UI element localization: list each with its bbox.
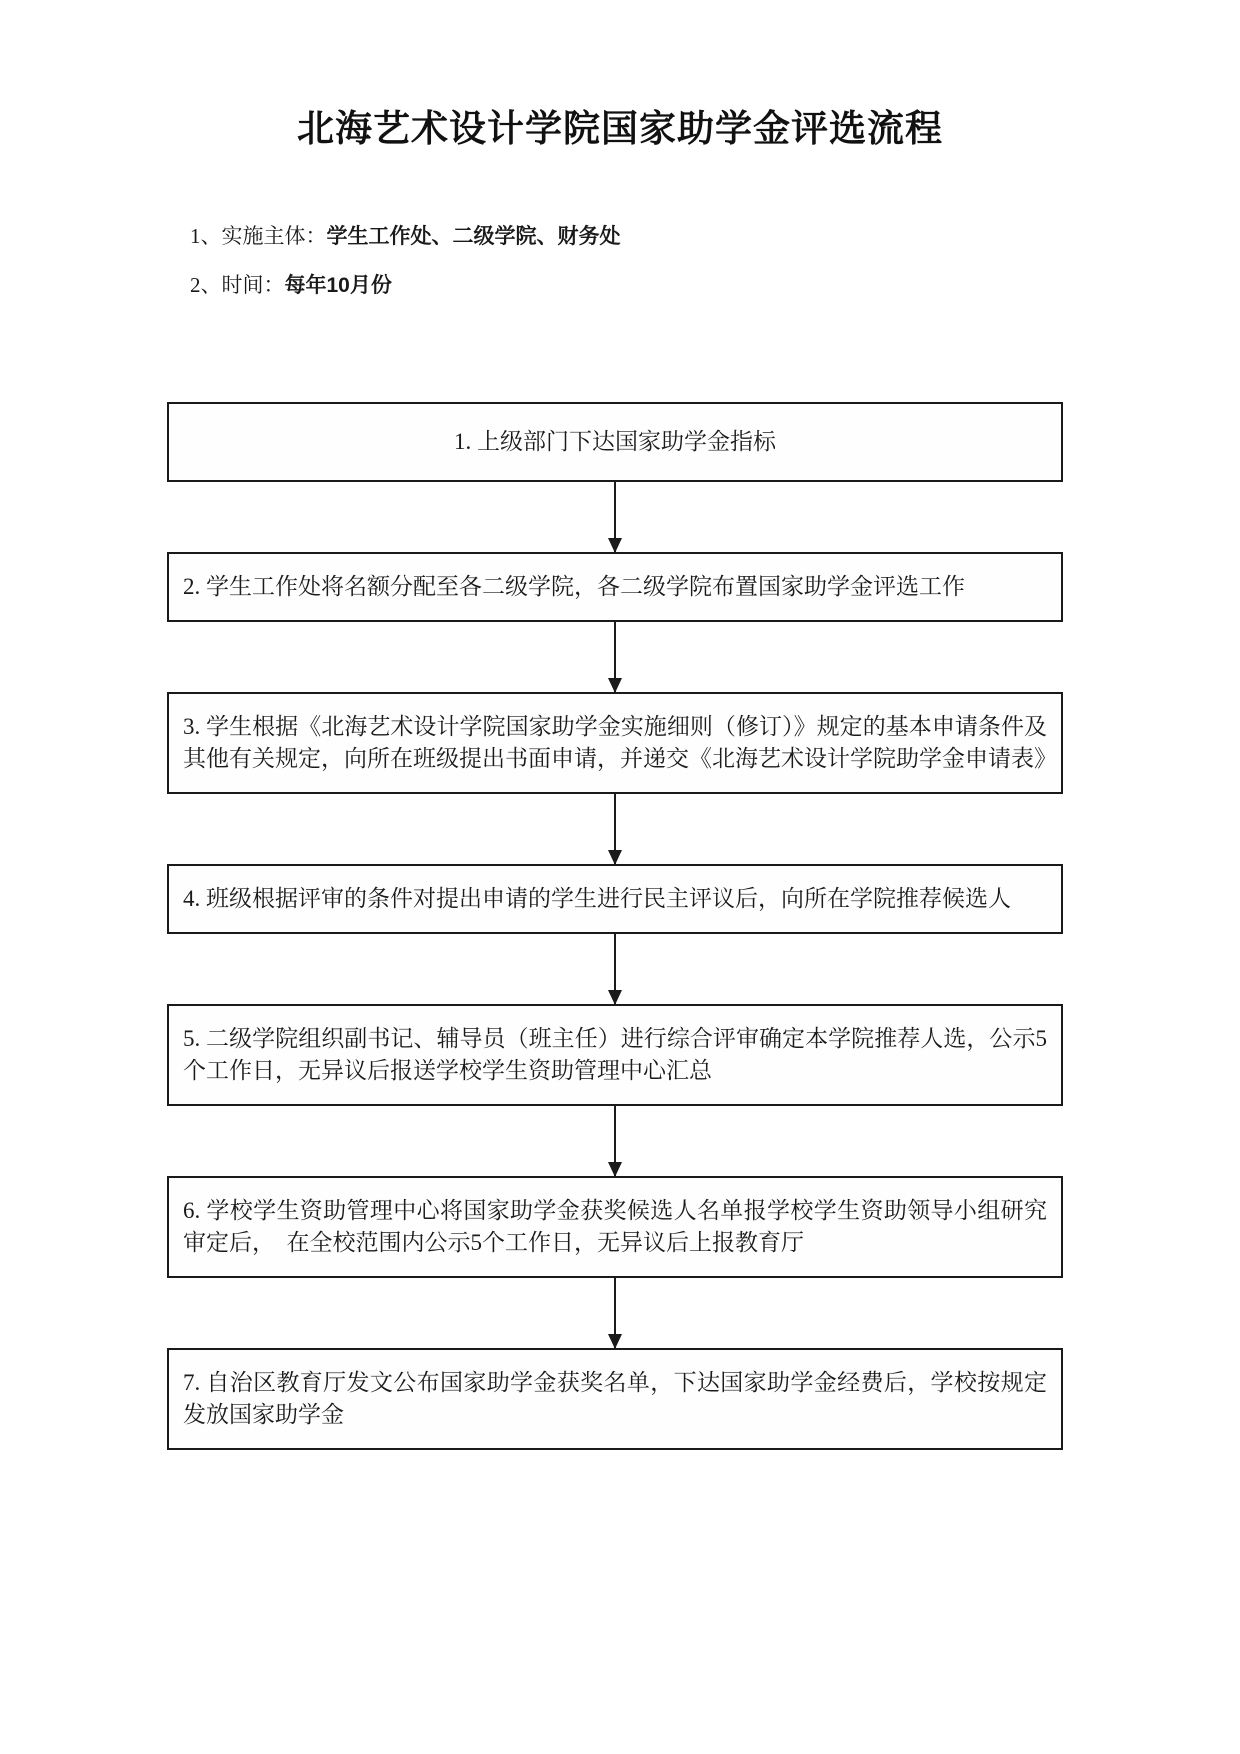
flow-step-text-3: 3. 学生根据《北海艺术设计学院国家助学金实施细则（修订）》规定的基本申请条件及其他有关规定，向所在班级提出书面申请，并递交《北海艺术设计学院助学金申请表》 [183, 714, 1057, 771]
intro-section [190, 212, 1240, 310]
flow-step-text-2: 2. 学生工作处将名额分配至各二级学院，各二级学院布置国家助学金评选工作 [183, 574, 965, 599]
flow-step-box-6 [167, 1176, 1063, 1278]
flow-step-text-5: 5. 二级学院组织副书记、辅导员（班主任）进行综合评审确定本学院推荐人选，公示5个工作日，无异议后报送学校学生资助管理中心汇总 [183, 1026, 1047, 1083]
flow-step-text-7: 7. 自治区教育厅发文公布国家助学金获奖名单，下达国家助学金经费后，学校按规定发放国家助学金 [183, 1370, 1047, 1427]
flow-arrow-down-icon [614, 1278, 616, 1348]
page-title-rest: 艺术设计学院国家助学金评选流程 [373, 109, 943, 150]
flow-step-box-2 [167, 552, 1063, 622]
flow-step-text-6: 6. 学校学生资助管理中心将国家助学金获奖候选人名单报学校学生资助领导小组研究审定后， 在全校范围内公示5个工作日，无异议后上报教育厅 [183, 1198, 1047, 1255]
flow-step-box-4 [167, 864, 1063, 934]
flow-step-box-7 [167, 1348, 1063, 1450]
flow-step-box-1 [167, 402, 1063, 482]
intro-item-time-value: 每年10月份 [284, 274, 392, 297]
intro-item-subject-label: 1、实施主体： [190, 224, 327, 248]
intro-item-time [190, 261, 1240, 310]
flow-step-box-3 [167, 692, 1063, 794]
flow-step-text-1: 1. 上级部门下达国家助学金指标 [454, 429, 776, 454]
flow-arrow-down-icon [614, 1106, 616, 1176]
flow-step-text-4: 4. 班级根据评审的条件对提出申请的学生进行民主评议后，向所在学院推荐候选人 [183, 886, 1011, 911]
page-title-emphasis: 北海 [297, 108, 373, 149]
flow-arrow-down-icon [614, 934, 616, 1004]
intro-item-time-label: 2、时间： [190, 273, 285, 297]
flow-arrow-down-icon [614, 482, 616, 552]
flowchart [167, 402, 1063, 1450]
flow-arrow-down-icon [614, 794, 616, 864]
flow-arrow-down-icon [614, 622, 616, 692]
intro-item-subject [190, 212, 1240, 261]
page-title [0, 0, 1240, 152]
intro-item-subject-value: 学生工作处、二级学院、财务处 [326, 225, 621, 248]
flow-step-box-5 [167, 1004, 1063, 1106]
